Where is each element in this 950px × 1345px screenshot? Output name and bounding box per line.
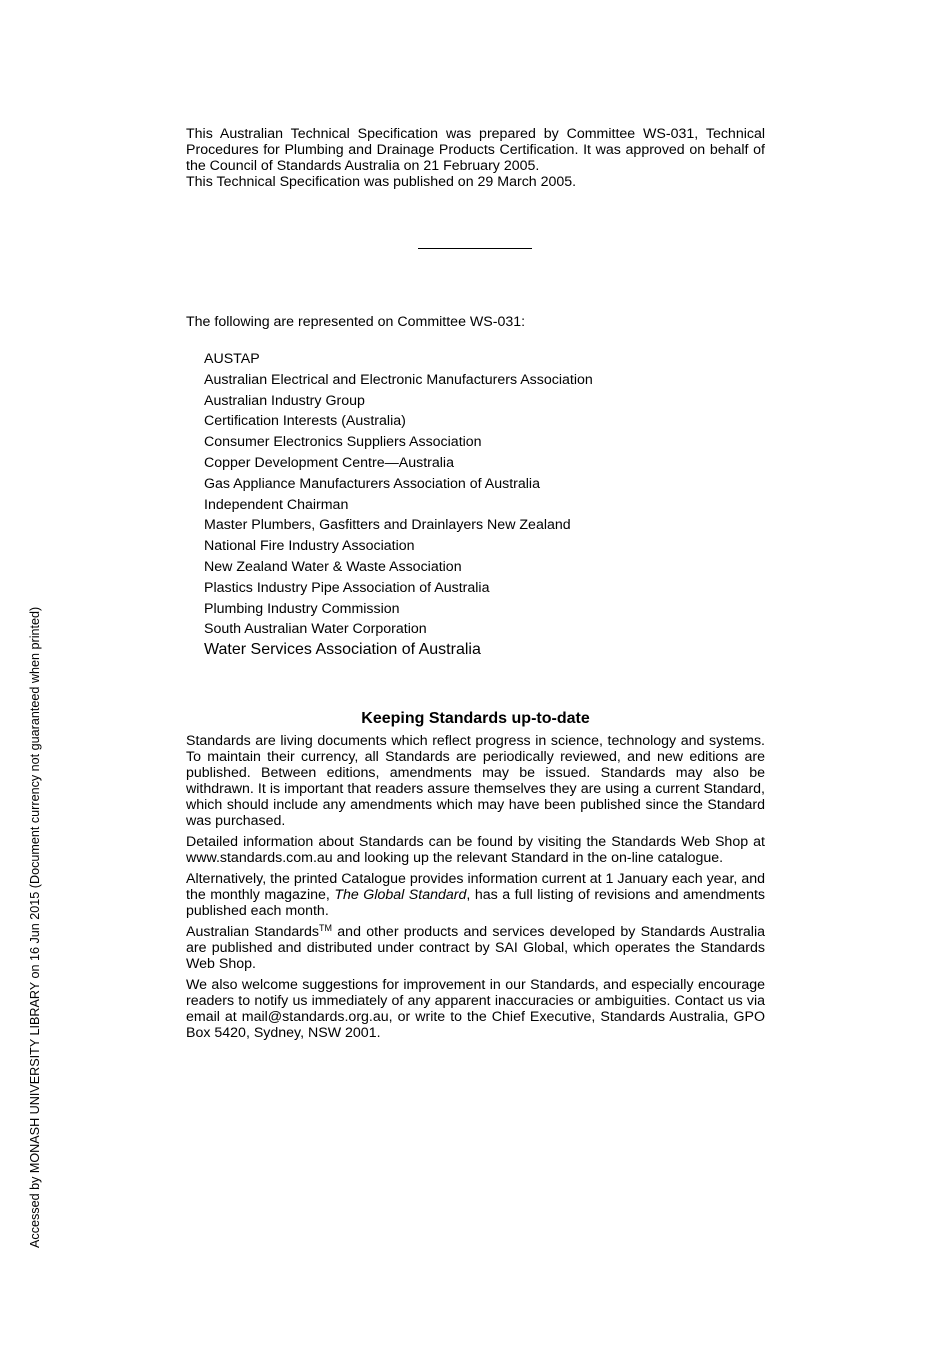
sai-text-start: Australian Standards (186, 924, 320, 940)
keeping-standards-title: Keeping Standards up-to-date (361, 710, 590, 727)
publication-date-paragraph: This Technical Specification was published on 29 March 2005. (186, 174, 577, 190)
committee-member: Australian Electrical and Electronic Manufacturers Association (204, 371, 593, 388)
preparation-paragraph: This Australian Technical Specification was prepared by Committee WS-031, Technical Procedures for Plumbing and Drainage Products Certification. It was approved on behalf of the Council of Standards Australia on 21 February 2005. (186, 126, 765, 174)
committee-member: Water Services Association of Australia (204, 641, 481, 659)
committee-member-list (204, 349, 593, 661)
web-shop-paragraph: Detailed information about Standards can be found by visiting the Standards Web Shop at www.standards.com.au and looking up the relevant Standard in the on-line catalogue. (186, 834, 765, 866)
committee-member: South Australian Water Corporation (204, 621, 427, 638)
preparation-statement (186, 126, 765, 190)
committee-member: Plastics Industry Pipe Association of Australia (204, 579, 490, 596)
sai-text-end: and other products and services developed by Standards Australia are published and distributed under contract by SAI Global, which operates the Standards Web Shop. (186, 924, 765, 972)
committee-member: Consumer Electronics Suppliers Association (204, 434, 482, 451)
catalogue-paragraph (186, 871, 765, 919)
catalogue-text-start: Alternatively, the printed Catalogue provides information current at 1 January each year, and the monthly magazine, (186, 871, 765, 903)
committee-member: AUSTAP (204, 351, 260, 367)
committee-member: Plumbing Industry Commission (204, 600, 400, 617)
suggestions-paragraph: We also welcome suggestions for improvement in our Standards, and especially encourage readers to notify us immediately of any apparent inaccuracies or ambiguities. Contact us via email at mail@standards.org.au, or write to the Chief Executive, Standards Australia, GPO Box 5420, Sydney, NSW 2001. (186, 977, 765, 1041)
committee-member: Master Plumbers, Gasfitters and Drainlayers New Zealand (204, 517, 571, 534)
committee-member: New Zealand Water & Waste Association (204, 558, 462, 575)
committee-member: Independent Chairman (204, 496, 349, 513)
committee-member: Certification Interests (Australia) (204, 413, 406, 430)
catalogue-text-end: , has a full listing of revisions and amendments published each month. (186, 887, 765, 919)
access-watermark: Accessed by MONASH UNIVERSITY LIBRARY on 16 Jun 2015 (Document currency not guaranteed when printed) (28, 606, 42, 1248)
sai-global-paragraph (186, 924, 765, 972)
section-divider (418, 248, 532, 249)
committee-member: Copper Development Centre—Australia (204, 454, 454, 471)
committee-member: Gas Appliance Manufacturers Association of Australia (204, 475, 540, 492)
trademark-mark: TM (319, 923, 333, 933)
committee-heading: The following are represented on Committee WS-031: (186, 314, 526, 330)
keeping-standards-body (186, 733, 765, 1046)
committee-member: Australian Industry Group (204, 392, 365, 409)
global-standard-title: The Global Standard (334, 887, 467, 903)
living-documents-paragraph: Standards are living documents which reflect progress in science, technology and systems. To maintain their currency, all Standards are periodically reviewed, and new editions are published. Between editions, amendments may be issued. Standards may also be withdrawn. It is important that readers assure themselves they are using a current Standard, which should include any amendments which may have been published since the Standard was purchased. (186, 733, 765, 829)
committee-member: National Fire Industry Association (204, 538, 415, 555)
